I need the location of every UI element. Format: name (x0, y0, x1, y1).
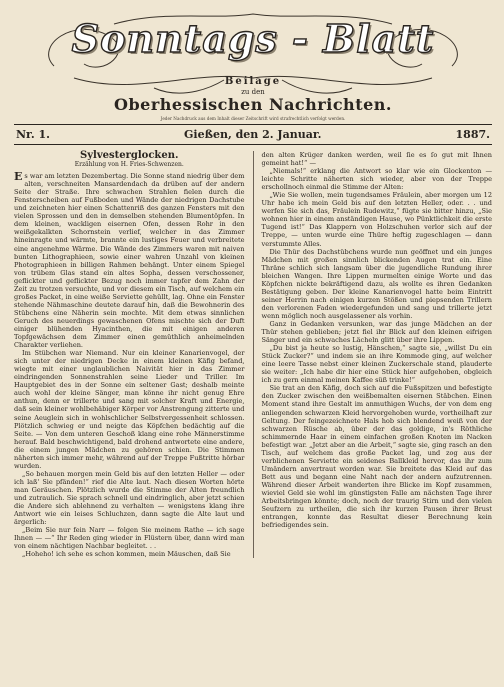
place-date: Gießen, den 2. Januar. (184, 128, 322, 141)
paragraph: „Niemals!“ erklang die Antwort so klar wie ein Glockenton — leichte Schritte näherten sich wieder, aber von der Treppe erschollnoch einmal die Stimme der Alten: (261, 167, 492, 192)
issue-number: Nr. 1. (16, 128, 50, 141)
dateline (14, 124, 492, 145)
masthead-subtitle: Beilage (224, 76, 282, 87)
story-byline: Erzählung von H. Fries-Schwenzen. (74, 161, 184, 169)
masthead (14, 6, 492, 114)
drop-cap: E (14, 170, 23, 184)
paragraph: Es war am letzten Dezembertag. Die Sonne stand niedrig über dem alten, verschneiten Mansardendach da drüben auf der andern Seite der Straße. Ihre schwachen Strahlen fielen durch die Fensterscheiben auf Fußboden und Wände der niedrigen Dachstube und zeichneten hier einen Schattenriß des ganzen Fensters mit den vielen Sprossen und den in demselben stehenden Blumentöpfen. In dem kleinen, wackligen eisernen Ofen, dessen Rohr in den weißgekalkten Schornstein verlief, welcher in das Zimmer hineinragte und wärmte, brannte ein lustiges Feuer und verbreitete eine angenehme Wärme. Die Wände des Zimmers waren mit naiven bunten Lithographieen, sowie einer wahren Unzahl von kleinen Photographieen in billigen Rahmen behängt. Unter einem Spiegel von trübem Glas stand ein altes Sopha, dessen verschossener, geflickter und geflickter Bezug noch immer tapfer dem Zahn der Zeit zu trotzen versuchte, und vor diesem ein Tisch, auf welchem ein großes Packet, in eine weiße Serviette gehüllt, lag. Ohne ein Fenster stehende Nähmaschine deutete darauf hin, daß die Bewohnerin des Stübchens eine Näherin sein mochte. Mit dem etwas sinnlichen Geruch des neuerdings gewaschenen Ofens mischte sich der Duft einiger blühenden Hyacinthen, die mit einigen anderen Topfgewächsen dem Zimmer einen gemüthlich anheimelnden Charakter verliehen. (14, 170, 245, 350)
newspaper-name: Oberhessischen Nachrichten. (114, 95, 392, 114)
left-column (14, 151, 245, 558)
paragraph: „Wie Sie wollen, mein tugendsames Fräulein, aber morgen um 12 Uhr habe ich mein Geld bis auf den letzten Heller, oder. . . und werfen Sie sich das, Fräulein Rudewitz,“ fügte sie bitter hinzu, „Sie wohnen hier in einem anständigen Hause, wo Pünktlichkeit die erste Tugend ist!“ Das Klappern von Holzschuhen verlor sich auf der Treppe, — unten wurde eine Thüre heftig zugeschlagen — dann verstummte Alles. (261, 191, 492, 248)
paragraph: „Beim Sie nur fein Narr — folgen Sie meinem Rathe — ich sage Ihnen — —“ Ihr Reden ging wieder in Flüstern über, dann wird man von einem nächtigen Nachbar begleitet. . . (14, 526, 245, 551)
masthead-connector: zu den (241, 88, 265, 96)
article-columns (14, 151, 492, 558)
paragraph: Sie trat an den Käfig, doch sich auf die Fußspitzen und befestigte den Zucker zwischen den weißbemalten eisernen Stäbchen. Einen Moment stand ihre Gestalt im anmuthigen Wuchs, der von dem eng anliegenden schwarzen Kleid hervorgehoben wurde, vortheilhaft zur Geltung. Der feingezeichnete Hals hob sich blendend weiß von der schwarzen Rüsche ab, über der das goldige, in's Röthliche schimmernde Haar in einem einfachen großen Knoten im Nacken befestigt war. „Jetzt aber an die Arbeit,“ sagte sie, ging rasch an den Tisch, auf welchem das große Packet lag, und zog aus der verblichenen Serviette ein seidenes Ballkleid hervor, das ihr zum Umändern anvertraut worden war. Sie breitete das Kleid auf das Bett aus und begann eine Naht nach der andern aufzutrennen. Während dieser Arbeit wanderten ihre Blicke im Kopf zusammen, wieviel Geld sie wohl im günstigsten Falle am nächsten Tage ihrer Arbeitsbringen könnte; doch, noch der traurig Stirn und den vielen Seufzern zu urtheilen, die sich ihr kurzen Pausen ihrer Brust entrangen, konnte das Resultat dieser Berechnung kein befriedigendes sein. (261, 384, 492, 530)
paragraph: „Du bist ja heute so lustig, Hänschen,“ sagte sie, „willst Du ein Stück Zucker?“ und indem sie an ihre Kommode ging, auf welcher eine leere Tasse nebst einer kleinen Zuckerschale stand, plauderte sie weiter: „Ich habe dir hier eine Stück hier aufgehoben, obgleich ich zu gern einmal meinen Kaffee süß trinke!“ (261, 344, 492, 385)
column-divider (253, 151, 254, 558)
paragraph: „Hoheho! ich sehe es schon kommen, mein Mäuschen, daß Sie (22, 550, 231, 559)
paragraph: „So behauen morgen mein Geld bis auf den letzten Heller — oder ich laß' Sie pfänden!“ rief die Alte laut. Nach diesen Worten hörte man Geräuschen. Plötzlich wurde die Stimme der Alten freundlich und zutraulich. Sie sprach schnell und eindringlich, aber jetzt schien die Andere sich ablehnend zu verhalten — wenigstens klang ihre Antwort wie ein leises Schluchzen, dann sagte die Alte laut und ärgerlich: (14, 469, 245, 527)
story-title: Sylvesterglocken. (80, 150, 179, 161)
paragraph: Im Stübchen war Niemand. Nur ein kleiner Kanarienvogel, der sich unter der niedrigen Decke in einem kleinen Käfig befand, wiegte mit einer unglaublichen Naivität hier in das Zimmer eindringenden Sonnenstrahlen seine Lieder und Triller. Im Hauptgebiet des in der Sonne ein seltener Gast; deshalb meinte auch wohl der kleine Sänger, man könne ihr nicht genug Ehre anthun, denn er trillerte und sang mit solcher Kraft und Energie, daß sein kleiner wohlbehäbiger Körper vor Anstrengung zitterte und seine Aeuglein sich in wohlschlicher Selbstvergessenheit schlossen. Plötzlich schwieg er und neigte das Köpfchen bedächtig auf die Seite. — Von dem unteren Geschoß klang eine rohe Männerstimme herauf. Bald beschwichtigend, bald drohend antwortete eine andere, die einem jungen Mädchen zu gehören schien. Die Stimmen näherten sich immer mehr, während auf der Treppe Fußtritte hörbar wurden. (14, 349, 245, 470)
masthead-title: Sonntags - Blatt (71, 16, 435, 61)
paragraph: Ganz in Gedanken versunken, war das junge Mädchen an der Thür stehen geblieben; jetzt fiel ihr Blick auf den kleinen eifrigen Sänger und ein schwaches Lächeln glitt über ihre Lippen. (261, 319, 492, 345)
year: 1887. (455, 128, 490, 141)
paragraph: den alten Krüger danken werden, weil ſie es ſo gut mit Ihnen gemeint hat!“ — (261, 151, 492, 168)
paragraph: Die Thür des Dachstübchens wurde nun geöffnet und ein junges Mädchen mit großen sinnlich blickenden Augen trat ein. Eine Thräne schlich sich langsam über die jugendliche Rundung ihrer bleichen Wangen. Ihre Lippen murmelten einige Worte und das Köpfchen nickte bekräftigend dazu, als wollte es ihren Gedanken Bestätigung geben. Der kleine Kanarienvogel hatte beim Eintritt seiner Herrin nach einigen kurzen Stößen und piepsenden Trillern den verlorenen Faden wiedergefunden und sang und trillerte jetzt wenn möglich noch ausgelassener als vorhin. (261, 247, 492, 320)
reprint-notice: Jeder Nachdruck aus dem Inhalt dieser Zeitschrift wird strafrechtlich verfolgt werden. (160, 116, 346, 121)
right-column (262, 151, 493, 558)
